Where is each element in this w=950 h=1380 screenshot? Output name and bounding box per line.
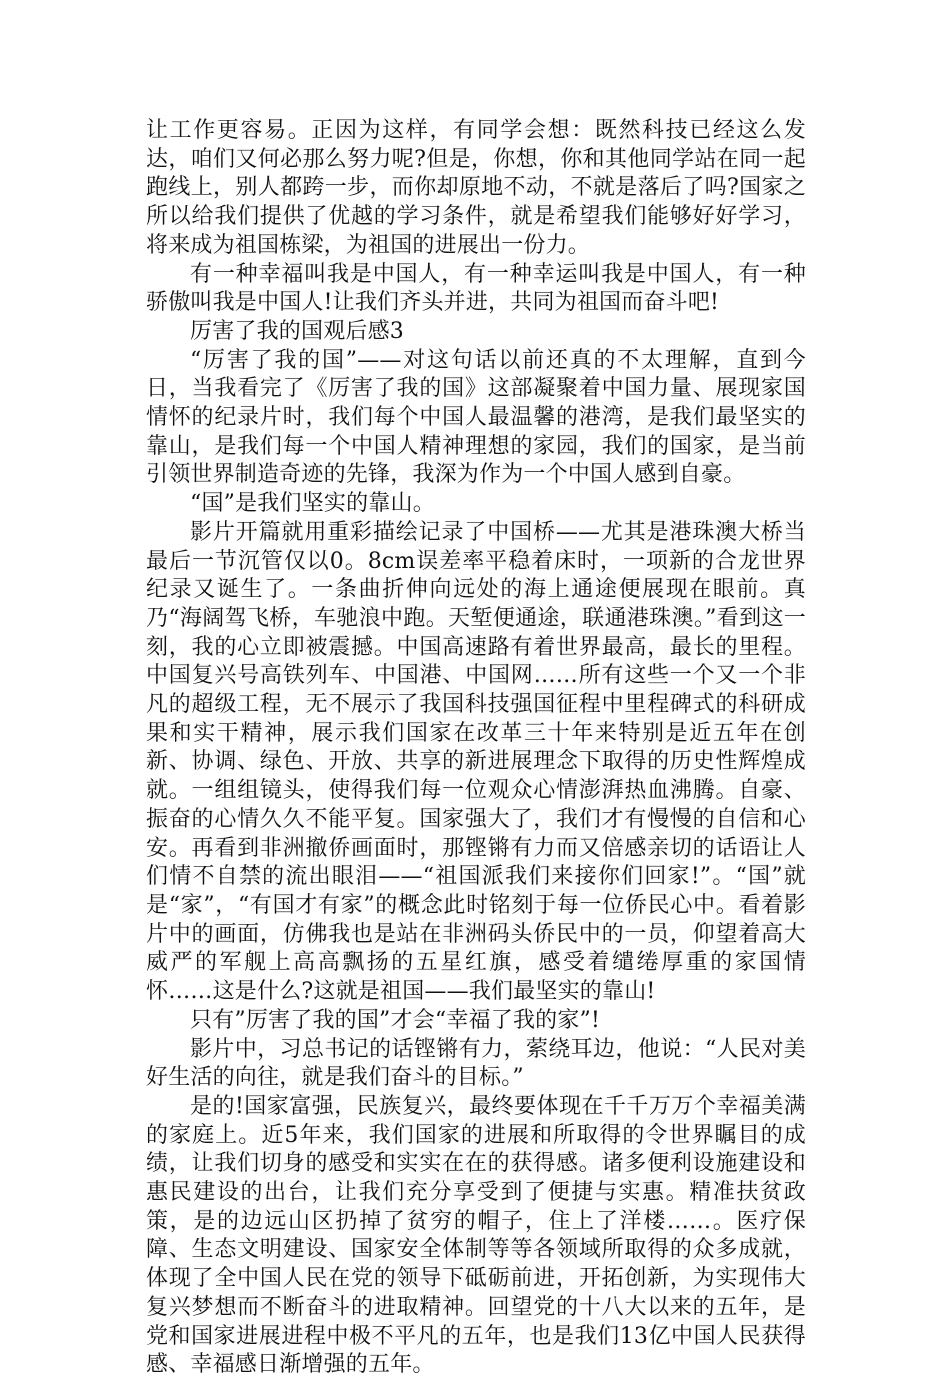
document-page xyxy=(146,117,806,1380)
paragraph-5: “国”是我们坚实的靠山。 xyxy=(190,491,435,517)
paragraph-1: 让工作更容易。正因为这样，有同学会想：既然科技已经这么发达，咱们又何必那么努力呢?但是，你想，你和其他同学站在同一起跑线上，别人都跨一步，而你却原地不动，不就是落后了吗?国家之所以给我们提供了优越的学习条件，就是希望我们能够好好学习，将来成为祖国栋梁，为祖国的进展出一份力。 xyxy=(146,118,806,258)
paragraph-2: 有一种幸福叫我是中国人，有一种幸运叫我是中国人，有一种骄傲叫我是中国人!让我们齐头并进，共同为祖国而奋斗吧! xyxy=(146,261,806,316)
paragraph-4: “厉害了我的国”——对这句话以前还真的不太理解，直到今日，当我看完了《厉害了我的国》这部凝聚着中国力量、展现家国情怀的纪录片时，我们每个中国人最温馨的港湾，是我们最坚实的靠山，是我们每一个中国人精神理想的家园，我们的国家，是当前引领世界制造奇迹的先锋，我深为作为一个中国人感到自豪。 xyxy=(146,347,806,488)
paragraph-9: 是的!国家富强，民族复兴，最终要体现在千千万万个幸福美满的家庭上。近5年来，我们国家的进展和所取得的令世界瞩目的成绩，让我们切身的感受和实实在在的获得感。诸多便利设施建设和惠民建设的出台，让我们充分享受到了便捷与实惠。精准扶贫政策，是的边远山区扔掉了贫穷的帽子，住上了洋楼……。医疗保障、生态文明建设、国家安全体制等等各领域所取得的众多成就，体现了全中国人民在党的领导下砥砺前进，开拓创新，为实现伟大复兴梦想而不断奋斗的进取精神。回望党的十八大以来的五年，是党和国家进展进程中极不平凡的五年，也是我们13亿中国人民获得感、幸福感日渐增强的五年。 xyxy=(146,1093,806,1378)
paragraph-6: 影片开篇就用重彩描绘记录了中国桥——尤其是港珠澳大桥当最后一节沉管仅以0。8cm误差率平稳着床时，一项新的合龙世界纪录又诞生了。一条曲折伸向远处的海上通途便展现在眼前。真乃“海阔驾飞桥，车驰浪中跑。天堑便通途，联通港珠澳。”看到这一刻，我的心立即被震撼。中国高速路有着世界最高，最长的里程。中国复兴号高铁列车、中国港、中国网……所有这些一个又一个非凡的超级工程，无不展示了我国科技强国征程中里程碑式的科研成果和实干精神，展示我们国家在改革三十年来特别是近五年在创新、协调、绿色、开放、共享的新进展理念下取得的历史性辉煌成就。一组组镜头，使得我们每一位观众心情澎湃热血沸腾。自豪、振奋的心情久久不能平复。国家强大了，我们才有慢慢的自信和心安。再看到非洲撤侨画面时，那铿锵有力而又倍感亲切的话语让人们情不自禁的流出眼泪——“祖国派我们来接你们回家!”。“国”就是“家”，“有国才有家”的概念此时铭刻于每一位侨民心中。看着影片中的画面，仿佛我也是站在非洲码头侨民中的一员，仰望着高大威严的军舰上高高飘扬的五星红旗，感受着缱绻厚重的家国情怀……这是什么?这就是祖国——我们最坚实的靠山! xyxy=(146,519,806,1005)
section-heading: 厉害了我的国观后感3 xyxy=(190,318,404,344)
paragraph-7: 只有”厉害了我的国”才会“幸福了我的家”! xyxy=(190,1007,601,1033)
paragraph-8: 影片中，习总书记的话铿锵有力，萦绕耳边，他说：“人民对美好生活的向往，就是我们奋斗的目标。” xyxy=(146,1036,806,1091)
